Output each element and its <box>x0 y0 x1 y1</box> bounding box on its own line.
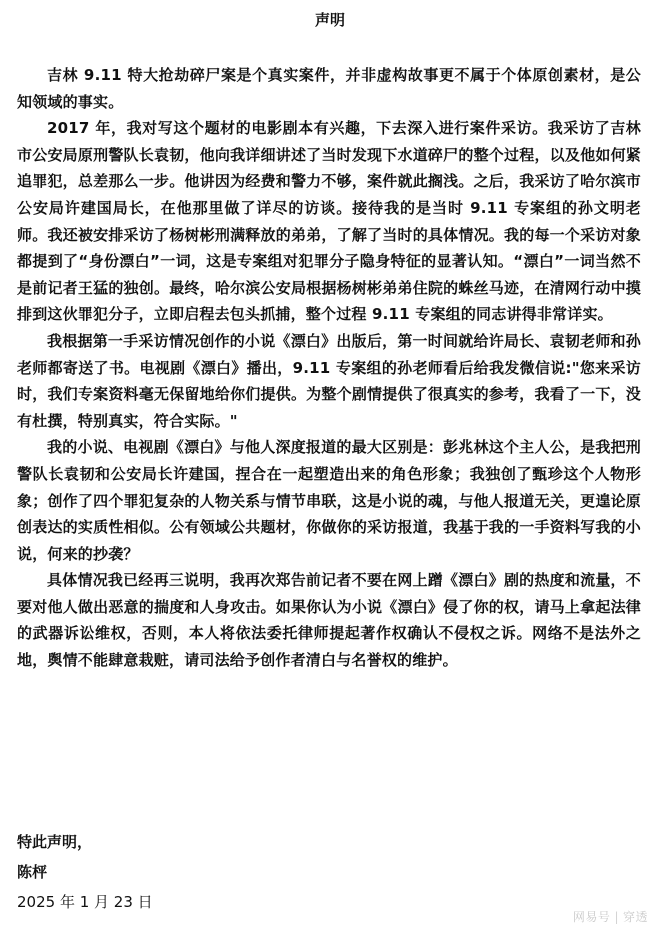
paragraph-interviews: 2017 年，我对写这个题材的电影剧本有兴趣，下去深入进行案件采访。我采访了吉林市公安局原刑警队长袁韧，他向我详细讲述了当时发现下水道碎尸的整个过程，以及他如何紧追罪犯，总差那么一步。他讲因为经费和警力不够，案件就此搁浅。之后，我采访了哈尔滨市公安局许建国局长，在他那里做了详尽的访谈。接待我的是当时 9.11 专案组的孙文明老师。我还被安排采访了杨树彬刑满释放的弟弟，了解了当时的具体情况。我的每一个采访对象都提到了“身份漂白”一词，这是专案组对犯罪分子隐身特征的显著认知。“漂白”一词当然不是前记者王猛的独创。最终，哈尔滨公安局根据杨树彬弟弟住院的蛛丝马迹，在清网行动中摸排到这伙罪犯分子，立即启程去包头抓捕，整个过程 9.11 专案组的同志讲得非常详实。 <box>17 119 641 324</box>
paragraph-warning: 具体情况我已经再三说明，我再次郑告前记者不要在网上蹭《漂白》剧的热度和流量，不要对他人做出恶意的揣度和人身攻击。如果你认为小说《漂白》侵了你的权，请马上拿起法律的武器诉讼维权，否则，本人将依法委托律师提起著作权确认不侵权之诉。网络不是法外之地，舆情不能肆意栽赃，请司法给予创作者清白与名誉权的维护。 <box>17 571 641 670</box>
watermark-brand: 网易号 <box>572 910 611 924</box>
watermark-divider: | <box>614 910 619 924</box>
watermark-sub: 穿透 <box>622 910 648 924</box>
author-name: 陈枰 <box>17 863 48 881</box>
paragraph-intro: 吉林 9.11 特大抢劫碎尸案是个真实案件，并非虚构故事更不属于个体原创素材，是公知领域的事实。 <box>17 66 641 111</box>
paragraph-publication: 我根据第一手采访情况创作的小说《漂白》出版后，第一时间就给许局长、袁韧老师和孙老师都寄送了书。电视剧《漂白》播出，9.11 专案组的孙老师看后给我发微信说:"您来采访时，我们专案资料毫无保留地给你们提供。为整个剧情提供了很真实的参考，我看了一下，没有杜撰，特别真实，符合实际。" <box>17 331 641 430</box>
source-watermark <box>573 908 648 925</box>
statement-date: 2025 年 1 月 23 日 <box>17 893 153 911</box>
paragraph-differences: 我的小说、电视剧《漂白》与他人深度报道的最大区别是：彭兆林这个主人公，是我把刑警队长袁韧和公安局长许建国，捏合在一起塑造出来的角色形象；我独创了甄珍这个人物形象；创作了四个罪犯复杂的人物关系与情节串联，这是小说的魂，与他人报道无关，更遑论原创表达的实质性相似。公有领域公共题材，你做你的采访报道，我基于我的一手资料写我的小说，何来的抄袭？ <box>17 438 641 563</box>
document-title: 声明 <box>314 11 345 29</box>
statement-body <box>17 62 641 674</box>
closing-line: 特此声明， <box>17 833 93 851</box>
